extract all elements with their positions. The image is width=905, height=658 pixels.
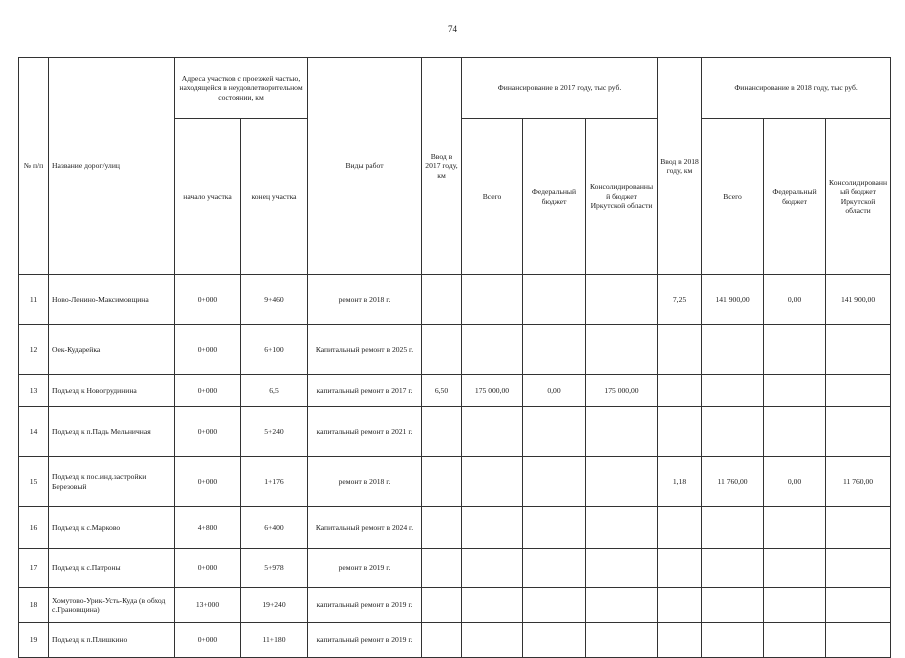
cell-federal-2018 — [764, 375, 826, 407]
cell-input-2018: 7,25 — [658, 275, 702, 325]
cell-start: 4+800 — [175, 507, 241, 549]
cell-start: 0+000 — [175, 375, 241, 407]
cell-end: 19+240 — [241, 588, 308, 623]
cell-start: 0+000 — [175, 457, 241, 507]
cell-federal-2018 — [764, 325, 826, 375]
cell-federal-2018 — [764, 623, 826, 658]
cell-consolidated-2017 — [586, 407, 658, 457]
header-address-group: Адреса участков с проезжей частью, находящейся в неудовлетворительном состоянии, км — [175, 58, 308, 119]
cell-consolidated-2018 — [826, 588, 891, 623]
cell-end: 1+176 — [241, 457, 308, 507]
cell-end: 5+978 — [241, 549, 308, 588]
table-row — [19, 457, 891, 507]
header-total-2017: Всего — [462, 119, 523, 275]
table-body — [19, 275, 891, 658]
cell-total-2017 — [462, 407, 523, 457]
header-consolidated-2018: Консолидированный бюджет Иркутской области — [826, 119, 891, 275]
roads-table — [18, 57, 891, 658]
cell-num: 18 — [19, 588, 49, 623]
cell-end: 6+100 — [241, 325, 308, 375]
cell-num: 15 — [19, 457, 49, 507]
header-fin-2017: Финансирование в 2017 году, тыс руб. — [462, 58, 658, 119]
cell-input-2017 — [422, 275, 462, 325]
header-total-2018: Всего — [702, 119, 764, 275]
cell-input-2018 — [658, 375, 702, 407]
cell-start: 13+000 — [175, 588, 241, 623]
cell-input-2017 — [422, 325, 462, 375]
cell-input-2018 — [658, 325, 702, 375]
table-row — [19, 325, 891, 375]
cell-end: 5+240 — [241, 407, 308, 457]
cell-federal-2018: 0,00 — [764, 457, 826, 507]
cell-input-2017 — [422, 549, 462, 588]
cell-end: 11+180 — [241, 623, 308, 658]
cell-end: 6+400 — [241, 507, 308, 549]
cell-total-2017 — [462, 325, 523, 375]
cell-total-2018 — [702, 507, 764, 549]
cell-works: ремонт в 2018 г. — [308, 275, 422, 325]
cell-name: Подъезд к п.Плишкино — [49, 623, 175, 658]
table-row — [19, 407, 891, 457]
table-row — [19, 549, 891, 588]
cell-federal-2017 — [523, 325, 586, 375]
cell-name: Подъезд к п.Падь Мельничная — [49, 407, 175, 457]
cell-start: 0+000 — [175, 325, 241, 375]
cell-input-2018 — [658, 507, 702, 549]
cell-consolidated-2017 — [586, 549, 658, 588]
cell-num: 17 — [19, 549, 49, 588]
cell-works: ремонт в 2018 г. — [308, 457, 422, 507]
cell-consolidated-2017 — [586, 325, 658, 375]
cell-input-2017 — [422, 457, 462, 507]
cell-input-2018: 1,18 — [658, 457, 702, 507]
cell-works: капитальный ремонт в 2021 г. — [308, 407, 422, 457]
cell-works: капитальный ремонт в 2017 г. — [308, 375, 422, 407]
cell-total-2018: 11 760,00 — [702, 457, 764, 507]
cell-federal-2018 — [764, 407, 826, 457]
cell-num: 14 — [19, 407, 49, 457]
cell-consolidated-2017 — [586, 457, 658, 507]
cell-start: 0+000 — [175, 623, 241, 658]
cell-consolidated-2018: 11 760,00 — [826, 457, 891, 507]
header-federal-2018: Федеральный бюджет — [764, 119, 826, 275]
cell-federal-2018 — [764, 507, 826, 549]
cell-total-2018 — [702, 325, 764, 375]
cell-input-2018 — [658, 407, 702, 457]
cell-works: Капитальный ремонт в 2025 г. — [308, 325, 422, 375]
cell-num: 16 — [19, 507, 49, 549]
cell-num: 12 — [19, 325, 49, 375]
cell-federal-2018 — [764, 588, 826, 623]
cell-works: капитальный ремонт в 2019 г. — [308, 623, 422, 658]
cell-works: капитальный ремонт в 2019 г. — [308, 588, 422, 623]
cell-consolidated-2018 — [826, 407, 891, 457]
cell-total-2018 — [702, 375, 764, 407]
cell-input-2017 — [422, 407, 462, 457]
header-input-2017: Ввод в 2017 году, км — [422, 58, 462, 275]
cell-consolidated-2018 — [826, 325, 891, 375]
header-fin-2018: Финансирование в 2018 году, тыс руб. — [702, 58, 891, 119]
header-works: Виды работ — [308, 58, 422, 275]
cell-federal-2017 — [523, 275, 586, 325]
table-row — [19, 623, 891, 658]
cell-federal-2017 — [523, 623, 586, 658]
cell-consolidated-2017 — [586, 507, 658, 549]
cell-num: 13 — [19, 375, 49, 407]
header-consolidated-2017: Консолидированный бюджет Иркутской области — [586, 119, 658, 275]
table-row — [19, 375, 891, 407]
cell-input-2017: 6,50 — [422, 375, 462, 407]
cell-consolidated-2018 — [826, 623, 891, 658]
table-row — [19, 588, 891, 623]
cell-consolidated-2018 — [826, 375, 891, 407]
cell-name: Хомутово-Урик-Усть-Куда (в обход с.Грановщина) — [49, 588, 175, 623]
cell-federal-2017 — [523, 507, 586, 549]
cell-total-2018 — [702, 407, 764, 457]
header-input-2018: Ввод в 2018 году, км — [658, 58, 702, 275]
table-row — [19, 275, 891, 325]
cell-total-2017 — [462, 588, 523, 623]
cell-works: Капитальный ремонт в 2024 г. — [308, 507, 422, 549]
cell-federal-2017 — [523, 549, 586, 588]
cell-total-2018: 141 900,00 — [702, 275, 764, 325]
cell-federal-2017: 0,00 — [523, 375, 586, 407]
cell-works: ремонт в 2019 г. — [308, 549, 422, 588]
cell-start: 0+000 — [175, 549, 241, 588]
cell-input-2018 — [658, 623, 702, 658]
cell-name: Подъезд к с.Патроны — [49, 549, 175, 588]
cell-total-2017 — [462, 549, 523, 588]
cell-consolidated-2017 — [586, 275, 658, 325]
table-row — [19, 507, 891, 549]
cell-input-2017 — [422, 623, 462, 658]
cell-federal-2017 — [523, 457, 586, 507]
cell-num: 19 — [19, 623, 49, 658]
header-num: № п/п — [19, 58, 49, 275]
cell-federal-2018 — [764, 549, 826, 588]
cell-name: Подъезд к Новогрудинина — [49, 375, 175, 407]
cell-consolidated-2017 — [586, 623, 658, 658]
header-end: конец участка — [241, 119, 308, 275]
cell-total-2017: 175 000,00 — [462, 375, 523, 407]
cell-end: 9+460 — [241, 275, 308, 325]
cell-name: Подъезд к с.Марково — [49, 507, 175, 549]
cell-total-2017 — [462, 457, 523, 507]
cell-input-2017 — [422, 588, 462, 623]
cell-input-2018 — [658, 549, 702, 588]
cell-input-2018 — [658, 588, 702, 623]
cell-consolidated-2017 — [586, 588, 658, 623]
cell-total-2017 — [462, 623, 523, 658]
cell-end: 6,5 — [241, 375, 308, 407]
cell-input-2017 — [422, 507, 462, 549]
header-federal-2017: Федеральный бюджет — [523, 119, 586, 275]
cell-federal-2018: 0,00 — [764, 275, 826, 325]
cell-total-2017 — [462, 507, 523, 549]
cell-start: 0+000 — [175, 407, 241, 457]
cell-consolidated-2017: 175 000,00 — [586, 375, 658, 407]
cell-name: Оек-Кударейка — [49, 325, 175, 375]
cell-total-2017 — [462, 275, 523, 325]
cell-consolidated-2018 — [826, 507, 891, 549]
cell-start: 0+000 — [175, 275, 241, 325]
cell-total-2018 — [702, 623, 764, 658]
cell-name: Ново-Ленино-Максимовщина — [49, 275, 175, 325]
header-start: начало участка — [175, 119, 241, 275]
cell-federal-2017 — [523, 407, 586, 457]
cell-total-2018 — [702, 588, 764, 623]
header-name: Название дорог/улиц — [49, 58, 175, 275]
cell-consolidated-2018 — [826, 549, 891, 588]
cell-total-2018 — [702, 549, 764, 588]
cell-federal-2017 — [523, 588, 586, 623]
cell-consolidated-2018: 141 900,00 — [826, 275, 891, 325]
cell-name: Подъезд к пос.инд.застройки Березовый — [49, 457, 175, 507]
page-number: 74 — [448, 24, 457, 34]
table-header — [19, 58, 891, 275]
cell-num: 11 — [19, 275, 49, 325]
